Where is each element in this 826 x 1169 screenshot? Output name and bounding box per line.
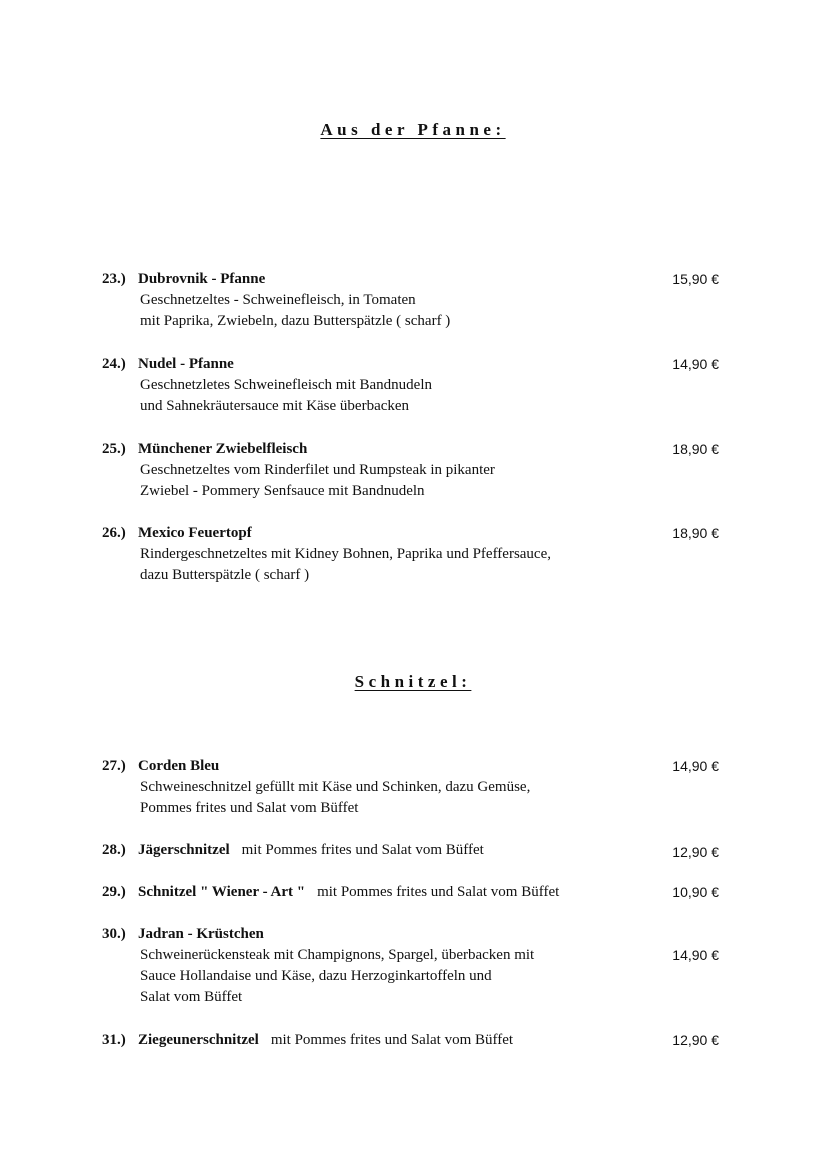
- item-number: 31.): [102, 1032, 126, 1048]
- item-price: 14,90 €: [672, 947, 719, 963]
- item-name: Nudel - Pfanne: [138, 356, 234, 372]
- item-description-line: Geschnetzeltes vom Rinderfilet und Rumpsteak in pikanter: [140, 462, 495, 478]
- menu-item-25: [102, 439, 722, 502]
- item-number: 24.): [102, 356, 126, 372]
- menu-item-26: [102, 523, 722, 586]
- item-price: 10,90 €: [672, 884, 719, 900]
- item-number: 23.): [102, 271, 126, 287]
- item-description-line: Zwiebel - Pommery Senfsauce mit Bandnudeln: [140, 483, 425, 499]
- item-name: Mexico Feuertopf: [138, 525, 252, 541]
- section-title-pfanne: Aus der Pfanne:: [320, 120, 506, 139]
- menu-item-30: [102, 924, 722, 1008]
- item-description-line: dazu Butterspätzle ( scharf ): [140, 567, 310, 583]
- item-number: 27.): [102, 758, 126, 774]
- item-description-line: Geschnetzletes Schweinefleisch mit Bandnudeln: [140, 377, 432, 393]
- item-name: Ziegeunerschnitzel: [138, 1032, 259, 1048]
- item-inline-description: mit Pommes frites und Salat vom Büffet: [241, 842, 484, 858]
- item-description-line: Sauce Hollandaise und Käse, dazu Herzoginkartoffeln und: [140, 968, 492, 984]
- item-description-line: Geschnetzeltes - Schweinefleisch, in Tomaten: [140, 292, 416, 308]
- item-description-line: Salat vom Büffet: [140, 989, 243, 1005]
- menu-item-28: [102, 840, 722, 861]
- item-name: Corden Bleu: [138, 758, 220, 774]
- item-number: 25.): [102, 441, 126, 457]
- menu-item-31: [102, 1030, 722, 1051]
- item-name: Münchener Zwiebelfleisch: [138, 441, 308, 457]
- item-price: 14,90 €: [672, 758, 719, 774]
- item-price: 15,90 €: [672, 271, 719, 287]
- item-name: Dubrovnik - Pfanne: [138, 271, 266, 287]
- item-price: 12,90 €: [672, 1032, 719, 1048]
- item-name: Jägerschnitzel: [138, 842, 230, 858]
- item-price: 18,90 €: [672, 525, 719, 541]
- menu-item-23: [102, 269, 722, 332]
- item-number: 26.): [102, 525, 126, 541]
- item-name: Jadran - Krüstchen: [138, 926, 264, 942]
- item-inline-description: mit Pommes frites und Salat vom Büffet: [317, 884, 560, 900]
- item-price: 18,90 €: [672, 441, 719, 457]
- item-number: 28.): [102, 842, 126, 858]
- item-number: 29.): [102, 884, 126, 900]
- item-description-line: Pommes frites und Salat vom Büffet: [140, 800, 359, 816]
- item-description-line: Schweineschnitzel gefüllt mit Käse und Schinken, dazu Gemüse,: [140, 779, 531, 795]
- item-name: Schnitzel " Wiener - Art ": [138, 884, 306, 900]
- item-description-line: Schweinerückensteak mit Champignons, Spargel, überbacken mit: [140, 947, 535, 963]
- item-price: 12,90 €: [672, 844, 719, 860]
- item-description-line: mit Paprika, Zwiebeln, dazu Butterspätzle ( scharf ): [140, 313, 451, 329]
- menu-item-29: [102, 882, 722, 903]
- section-title-schnitzel: Schnitzel:: [354, 672, 472, 691]
- item-price: 14,90 €: [672, 356, 719, 372]
- item-number: 30.): [102, 926, 126, 942]
- menu-item-27: [102, 756, 722, 819]
- item-description-line: Rindergeschnetzeltes mit Kidney Bohnen, Paprika und Pfeffersauce,: [140, 546, 551, 562]
- item-inline-description: mit Pommes frites und Salat vom Büffet: [270, 1032, 514, 1048]
- menu-item-24: [102, 354, 722, 417]
- item-description-line: und Sahnekräutersauce mit Käse überbacken: [140, 398, 410, 414]
